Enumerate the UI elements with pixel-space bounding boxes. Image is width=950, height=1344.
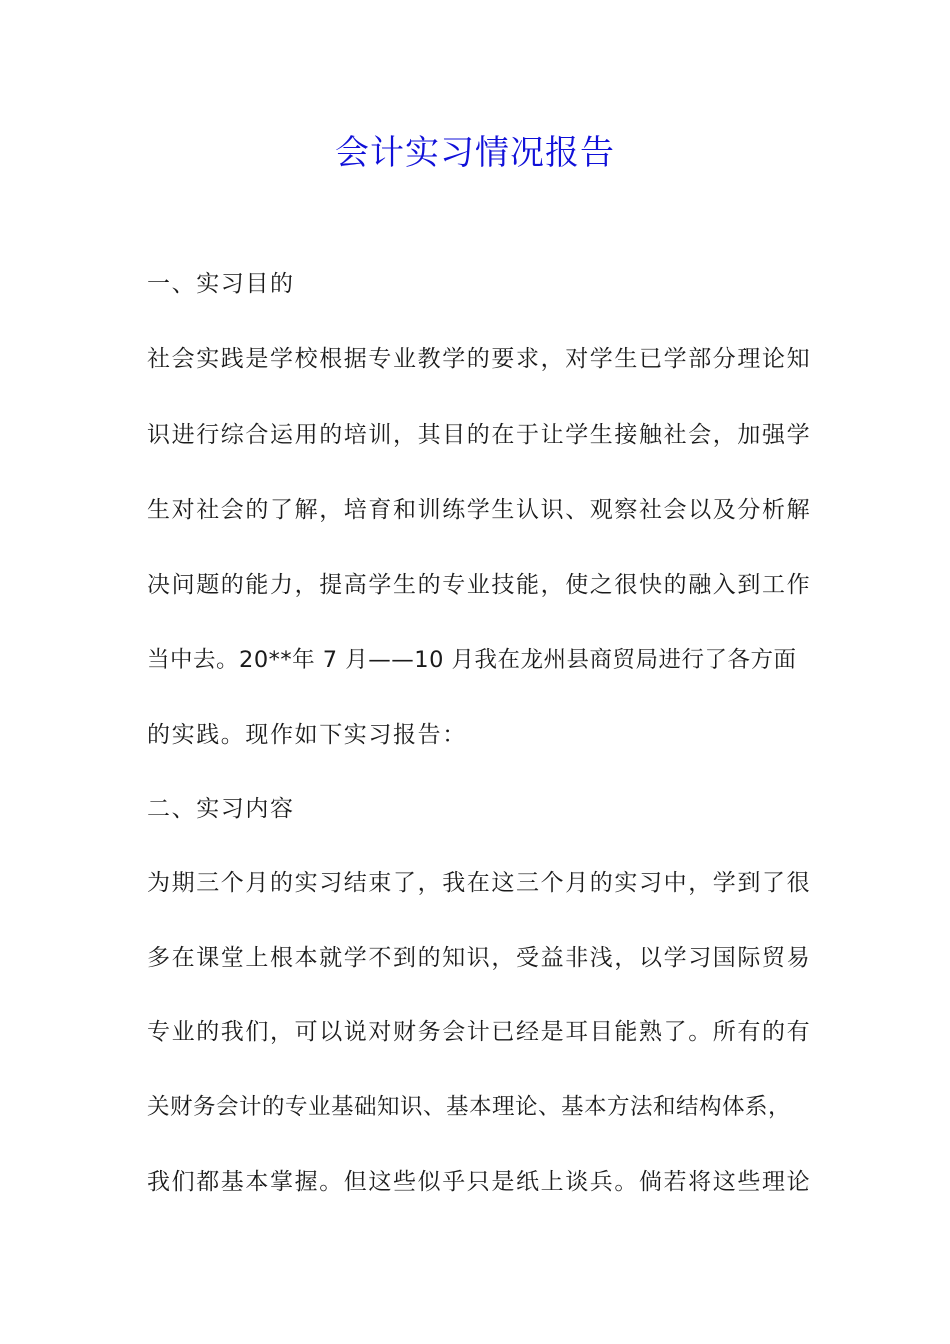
section-heading-2: 二、实习内容: [147, 796, 295, 822]
paragraph-line: 多在课堂上根本就学不到的知识，受益非浅，以学习国际贸易: [147, 945, 812, 971]
paragraph-line: 我们都基本掌握。但这些似乎只是纸上谈兵。倘若将这些理论: [147, 1169, 812, 1195]
paragraph-line: 关财务会计的专业基础知识、基本理论、基本方法和结构体系，: [147, 1094, 792, 1120]
paragraph-line: 生对社会的了解，培育和训练学生认识、观察社会以及分析解: [147, 497, 812, 523]
paragraph-line: 为期三个月的实习结束了，我在这三个月的实习中，学到了很: [147, 870, 812, 896]
paragraph-line: 决问题的能力，提高学生的专业技能，使之很快的融入到工作: [147, 572, 812, 598]
paragraph-line: 当中去。20**年 7 月——10 月我在龙州县商贸局进行了各方面: [147, 647, 797, 673]
paragraph-line: 社会实践是学校根据专业教学的要求，对学生已学部分理论知: [147, 346, 812, 372]
document-title: 会计实习情况报告: [335, 133, 615, 173]
paragraph-line: 的实践。现作如下实习报告：: [147, 722, 467, 748]
paragraph-line: 专业的我们，可以说对财务会计已经是耳目能熟了。所有的有: [147, 1019, 812, 1045]
section-heading-1: 一、实习目的: [147, 271, 295, 297]
paragraph-line: 识进行综合运用的培训，其目的在于让学生接触社会，加强学: [147, 422, 812, 448]
